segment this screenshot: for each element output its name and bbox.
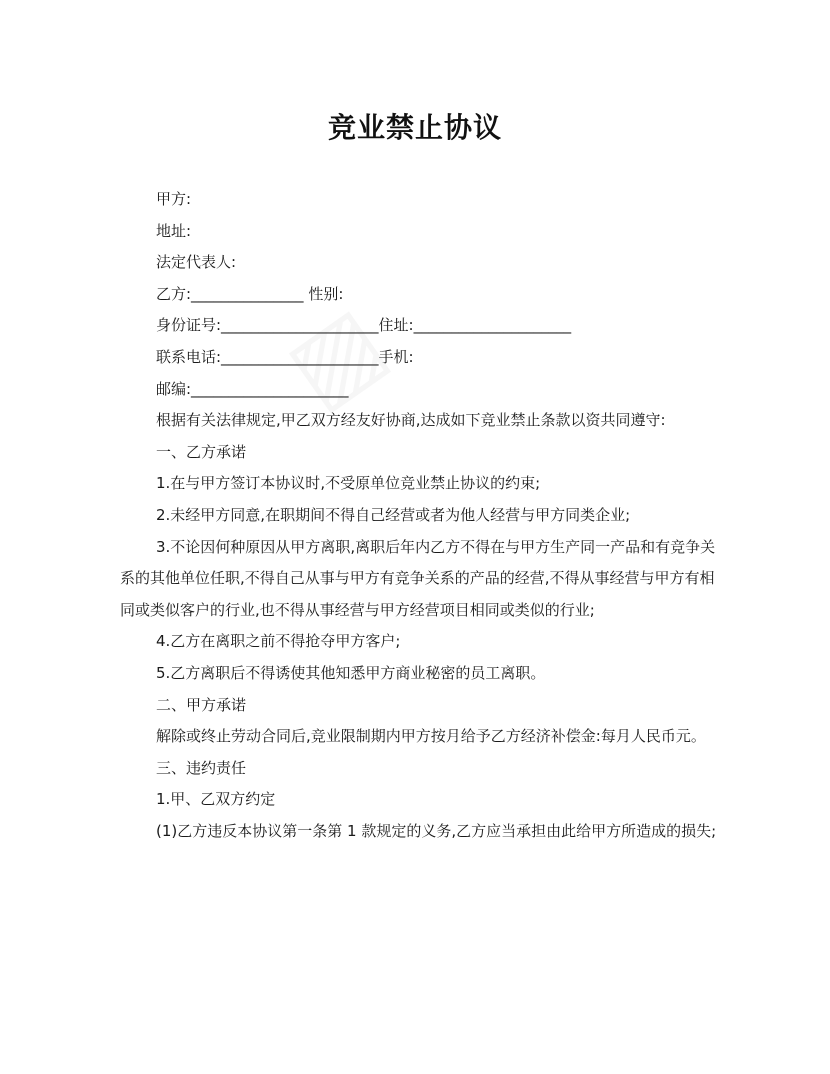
item4-paragraph: 4.乙方在离职之前不得抢夺甲方客户; [156,632,401,651]
party-b-line: 乙方:_______________ 性别: [156,284,344,303]
legal-rep-line: 法定代表人: [156,253,237,272]
section1-heading: 一、乙方承诺 [156,442,247,461]
party-a-line: 甲方: [156,190,192,208]
address-line: 地址: [156,221,192,240]
section2-heading: 二、甲方承诺 [156,695,247,714]
phone-line: 联系电话:_____________________手机: [156,347,414,366]
section3-heading: 三、违约责任 [156,758,247,777]
document-title: 竞业禁止协议 [327,111,502,144]
item1-paragraph: 1.在与甲方签订本协议时,不受原单位竞业禁止协议的约束; [156,474,541,493]
section2-body: 解除或终止劳动合同后,竞业限制期内甲方按月给予乙方经济补偿金:每月人民币元。 [156,727,706,746]
item5-paragraph: 5.乙方离职后不得诱使其他知悉甲方商业秘密的员工离职。 [156,663,546,682]
document-body [120,184,720,847]
item2-paragraph: 2.未经甲方同意,在职期间不得自己经营或者为他人经营与甲方同类企业; [156,505,631,524]
section3-sub1: 1.甲、乙双方约定 [156,790,276,809]
section3-sub1-item1: (1)乙方违反本协议第一条第 1 款规定的义务,乙方应当承担由此给甲方所造成的损失; [156,821,717,840]
intro-paragraph: 根据有关法律规定,甲乙双方经友好协商,达成如下竞业禁止条款以资共同遵守: [156,411,666,430]
item3-paragraph: 3.不论因何种原因从甲方离职,离职后年内乙方不得在与甲方生产同一产品和有竞争关系的其他单位任职,不得自己从事与甲方有竞争关系的产品的经营,不得从事经营与甲方有相同或类似客户的行业,也不得从事经营与甲方经营项目相同或类似的行业; [120,537,716,619]
id-number-line: 身份证号:_____________________住址:_____________________ [156,316,572,335]
postcode-line: 邮编:_____________________ [156,379,349,398]
